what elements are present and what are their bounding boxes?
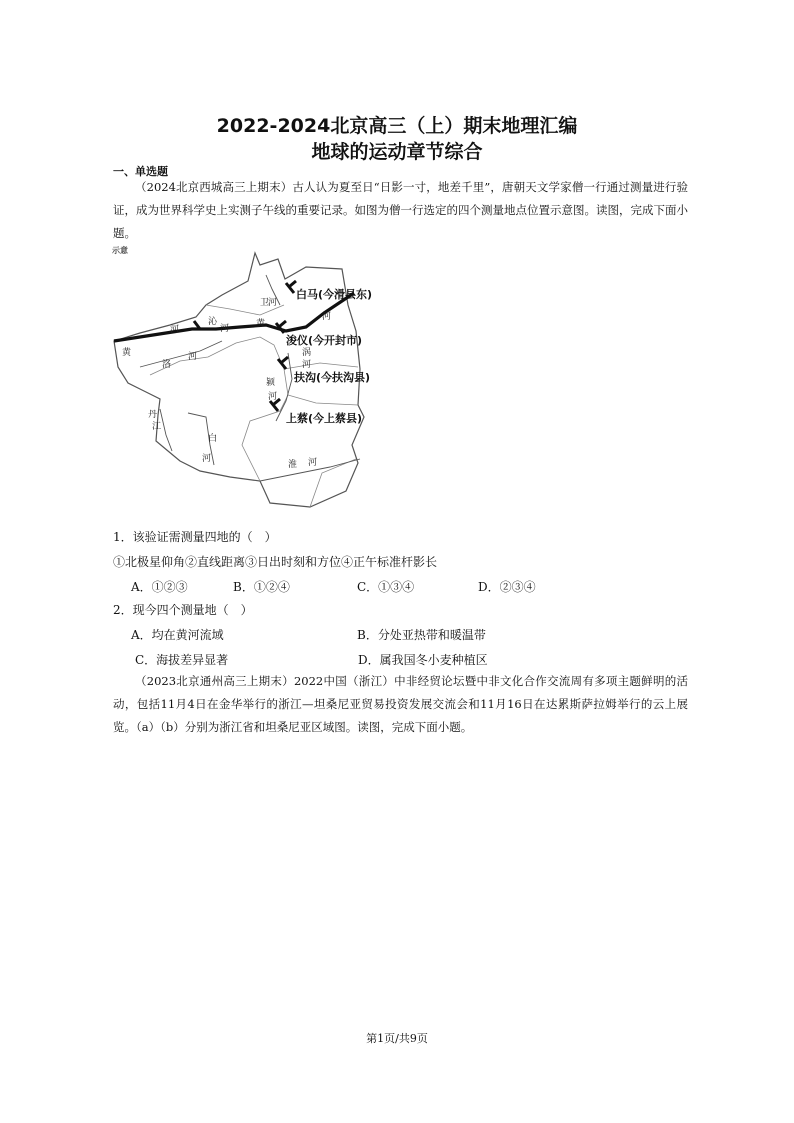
river-label: 河 [170, 325, 180, 335]
q2-option-d[interactable]: D．属我国冬小麦种植区 [358, 653, 488, 667]
river-label: 卫 [260, 298, 270, 308]
river-label: 白 [208, 434, 218, 444]
river-label: 涡 [302, 348, 312, 358]
section-heading: 一、单选题 [113, 165, 168, 178]
q1-option-a[interactable]: A．①②③ [131, 580, 188, 594]
river-label: 丹 [148, 410, 158, 420]
river-label: 黄 [256, 319, 266, 329]
q2-option-a[interactable]: A．均在黄河流域 [131, 628, 224, 642]
river-label: 河 [308, 458, 318, 468]
river-label: 河 [268, 298, 278, 308]
q2-option-b[interactable]: B．分处亚热带和暖温带 [357, 628, 486, 642]
question-intro-2: （2023北京通州高三上期末）2022中国（浙江）中非经贸论坛暨中非文化合作交流周有多项主题鲜明的活动，包括11月4日在金华举行的浙江—坦桑尼亚贸易投资发展交流会和11月16日在达累斯萨拉姆举行的云上展览。（a）（b）分别为浙江省和坦桑尼亚区域图。读图，完成下面小题。 [113, 674, 688, 734]
river-label: 河 [202, 454, 212, 464]
place-label-fugou: 扶沟(今扶沟县) [294, 371, 371, 384]
question-2-stem: 2．现今四个测量地（ ） [113, 603, 253, 617]
place-label-baima: 白马(今滑县东) [296, 288, 372, 301]
river-label: 黄 [122, 348, 132, 358]
river-label: 淮 [288, 460, 298, 470]
question-1-items: ①北极星仰角②直线距离③日出时刻和方位④正午标准杆影长 [113, 555, 438, 569]
question-1-stem: 1．该验证需测量四地的（ ） [113, 530, 277, 544]
measurement-sites-map [110, 245, 372, 515]
document-subtitle: 地球的运动章节综合 [311, 141, 483, 163]
river-label: 河 [322, 312, 332, 322]
question-intro-1: （2024北京西城高三上期末）古人认为夏至日“日影一寸，地差千里”，唐朝天文学家僧一行通过测量进行验证，成为世界科学史上实测子午线的重要记录。如图为僧一行选定的四个测量地点位置示意图。读图，完成下面小题。 [113, 180, 688, 240]
q1-option-d[interactable]: D．②③④ [478, 580, 536, 594]
river-label: 河 [302, 360, 312, 370]
river-label: 沁 [208, 317, 218, 327]
q1-option-b[interactable]: B．①②④ [233, 580, 290, 594]
map-corner-label: 示意 [112, 246, 128, 255]
q1-option-c[interactable]: C．①③④ [357, 580, 415, 594]
river-label: 河 [268, 392, 278, 402]
river-label: 洛 [162, 360, 172, 370]
document-title: 2022-2024北京高三（上）期末地理汇编 [216, 115, 578, 137]
river-label: 颍 [266, 378, 276, 388]
river-label: 江 [152, 422, 162, 432]
place-label-junyi: 浚仪(今开封市) [286, 334, 363, 347]
q2-option-c[interactable]: C．海拔差异显著 [135, 653, 229, 667]
place-label-shangcai: 上蔡(今上蔡县) [286, 412, 363, 425]
river-label: 河 [220, 324, 230, 334]
river-label: 河 [188, 352, 198, 362]
page-footer: 第1页/共9页 [366, 1032, 428, 1045]
